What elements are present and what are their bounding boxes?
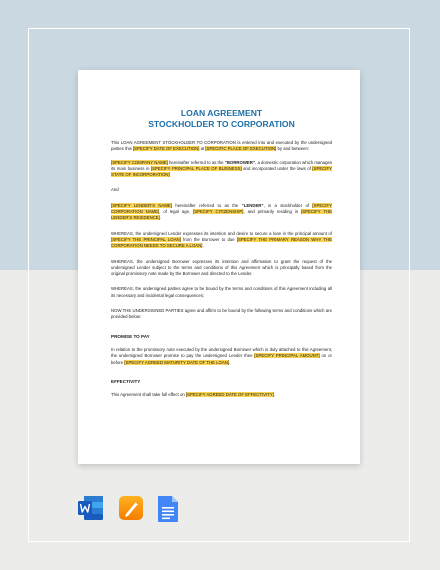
text-run: .	[273, 392, 276, 398]
title-line-1: LOAN AGREEMENT	[180, 108, 263, 118]
text-run: on or before	[111, 353, 332, 365]
text-run: .	[159, 215, 161, 221]
title-line-2: STOCKHOLDER TO CORPORATION	[148, 119, 295, 129]
paragraph-and	[111, 187, 332, 193]
text-run: , and primarily residing in	[243, 209, 302, 215]
text-run: , a domestic corporation which manages its main business in	[111, 159, 332, 171]
paragraph-effectivity	[111, 392, 332, 398]
text-run: , is a stockholder of	[263, 202, 313, 208]
text-run: .	[202, 243, 204, 249]
text-run: and incorporated under the laws of	[241, 165, 313, 171]
text-run: at	[199, 146, 206, 152]
paragraph-now-parties	[111, 308, 332, 321]
placeholder-field: [SPECIFY THE PRINCIPAL LOAN]	[111, 236, 181, 242]
document-page	[78, 70, 360, 464]
text-run: This LOAN AGREEMENT STOCKHOLDER TO CORPORATION is entered into and executed by the undersigned parties this	[111, 140, 332, 152]
google-docs-icon[interactable]	[157, 495, 179, 523]
placeholder-field: [SPECIFY CORPORATION NAME]	[111, 202, 332, 215]
placeholder-field: [SPECIFY AGREED DATE OF EFFECTIVITY]	[185, 392, 274, 398]
paragraph-whereas-parties	[111, 286, 332, 299]
text-run: hereinafter referred to as the	[172, 202, 242, 208]
word-icon[interactable]	[78, 495, 104, 521]
text-run: hereinafter referred to as the	[167, 159, 225, 165]
document-title	[111, 108, 332, 130]
text-run: .	[229, 359, 231, 365]
paragraph-promise	[111, 347, 332, 366]
text-run: WHEREAS, the undersigned Lender expresses its intention and desire to secure a loan in the principal amount of	[111, 230, 332, 236]
text-run: This Agreement shall take full effect on	[111, 392, 186, 398]
placeholder-field: [SPECIFY PRINCIPAL PLACE OF BUSINESS]	[150, 165, 242, 171]
paragraph-lender	[111, 203, 332, 222]
placeholder-field: [SPECIFY CITIZENSHIP]	[193, 209, 244, 215]
placeholder-field: [SPECIFY THE PRIMARY REASON WHY THE CORPORATION NEEDS TO SECURE A LOAN]	[111, 236, 332, 249]
paragraph-whereas-borrower	[111, 259, 332, 278]
placeholder-field: [SPECIFY AGREED MATURITY DATE OF THE LOAN]	[124, 359, 230, 365]
text-run: NOW THE UNDERSIGNED PARTIES agree and affirm to be bound by the following terms and conditions which are provided below:	[111, 308, 332, 320]
placeholder-field: [SPECIFIC PLACE OF EXECUTION]	[205, 146, 277, 152]
paragraph-borrower	[111, 160, 332, 179]
heading-effectivity: EFFECTIVITY	[111, 378, 141, 384]
placeholder-field: [SPECIFY THE LENDER’S RESIDENCE]	[111, 209, 332, 221]
paragraph-whereas-lender	[111, 231, 332, 250]
placeholder-field: [SPECIFY LENDER’S NAME]	[111, 202, 172, 208]
heading-promise-to-pay: PROMISE TO PAY	[111, 333, 150, 339]
pages-icon[interactable]	[118, 495, 144, 521]
placeholder-field: [SPECIFY COMPANY NAME]	[111, 159, 168, 165]
defined-term: “BORROWER”	[224, 159, 256, 165]
placeholder-field: [SPECIFY DATE OF EXECUTION]	[132, 146, 200, 152]
defined-term: “LENDER”	[241, 202, 264, 208]
placeholder-field: [SPECIFY PRINCIPAL AMOUNT]	[254, 353, 320, 359]
paragraph-intro	[111, 140, 332, 153]
placeholder-field: [SPECIFY STATE OF INCORPORATION]	[111, 165, 332, 178]
text-run: In relation to the promissory note executed by the undersigned Borrower which is duly attached to this Agreement, the undersigned Borrower promise to pay the undersigned Lender thee	[111, 346, 332, 359]
text-run: from the Borrower to due	[180, 236, 237, 242]
text-run: And	[111, 187, 119, 193]
text-run: WHEREAS, the undersigned Borrower expresses its intention and affirmation to grant the request of the undersigned Lender subject to the terms and conditions of this Agreement which is principally based from the original promissory note made by the Borrower and directed to the Lender.	[111, 258, 332, 277]
text-run: WHEREAS, the undersigned parties agree to be bound by the terms and conditions of this Agreement including all its necessary and incidental legal consequences;	[111, 286, 332, 298]
text-run: by and between:	[276, 146, 310, 152]
text-run: , of legal age,	[159, 209, 194, 215]
